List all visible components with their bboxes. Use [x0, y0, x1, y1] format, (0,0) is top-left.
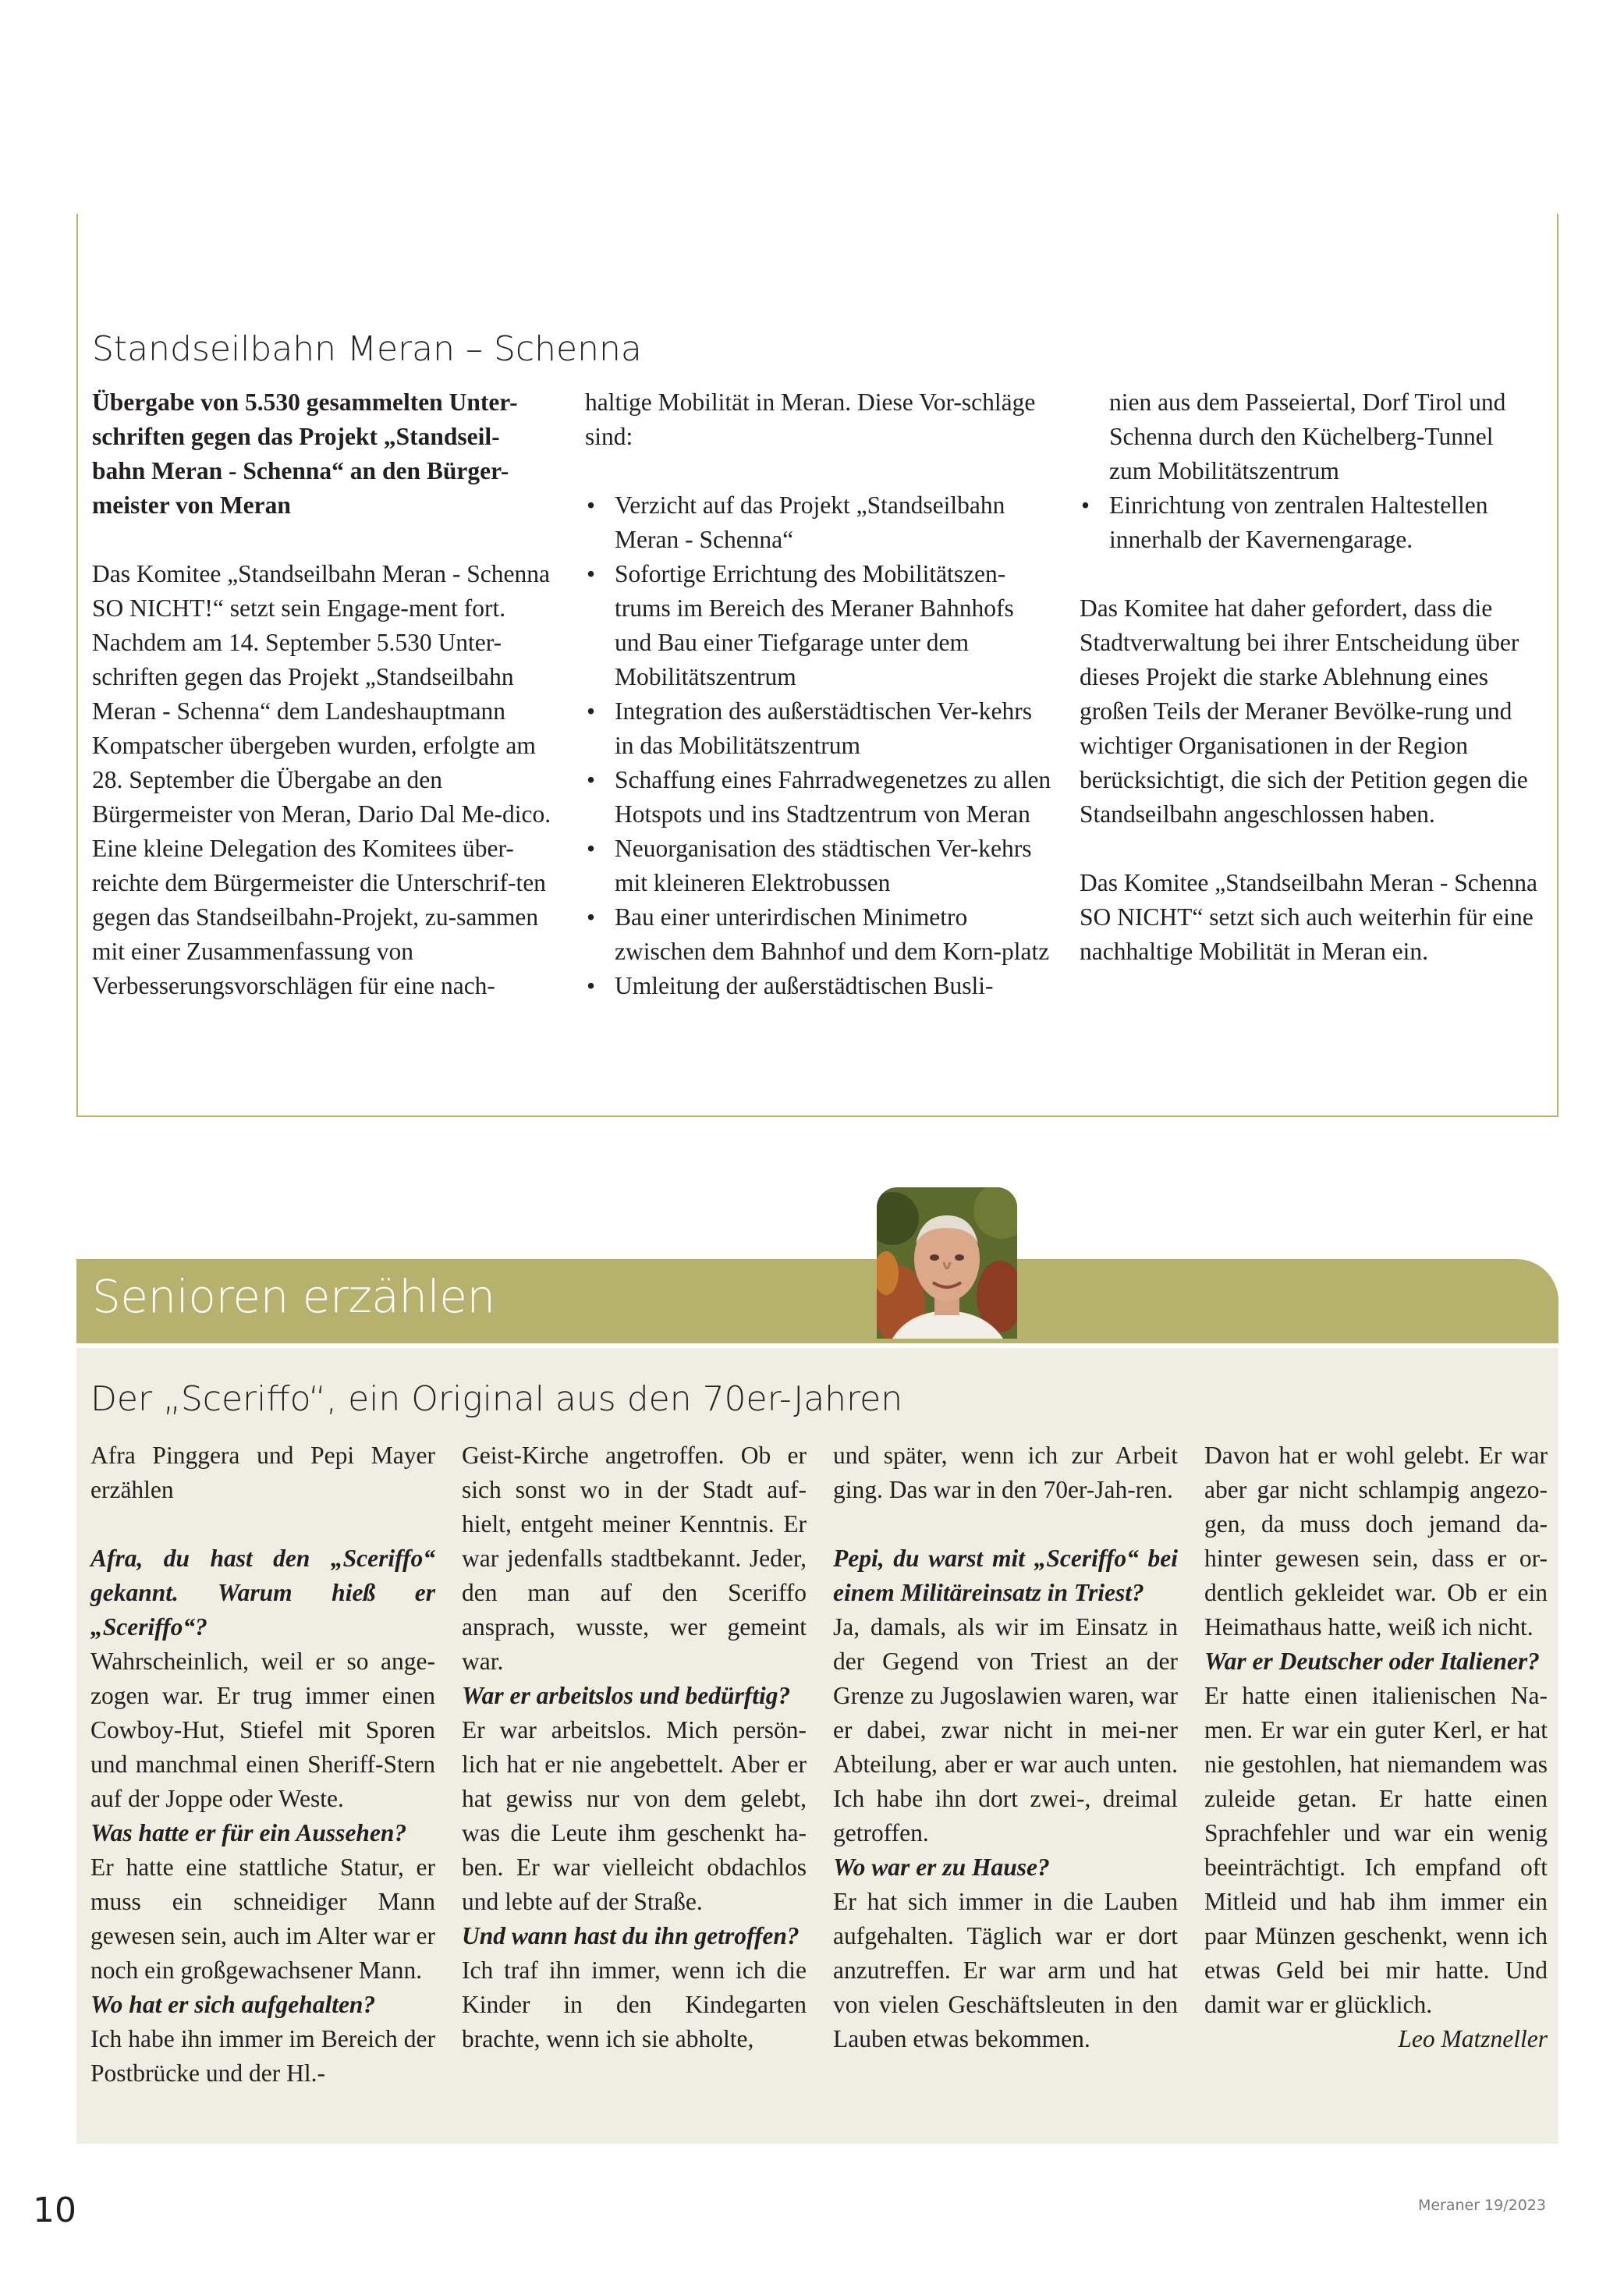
article-box-standseilbahn: [76, 214, 1558, 1117]
issue-label: Meraner 19/2023: [1417, 2197, 1546, 2214]
list-item: • Bau einer unterirdischen Minimetro zwischen dem Bahnhof und dem Korn-platz: [585, 900, 1053, 969]
list-item: • Umleitung der außerstädtischen Busli-: [585, 969, 1053, 1003]
list-item: • Integration des außerstädtischen Ver-kehrs in das Mobilitätszentrum: [585, 694, 1053, 763]
question: Afra, du hast den „Sceriffo“ gekannt. Warum hieß er „Sceriffo“?: [90, 1545, 435, 1641]
list-item: • Sofortige Errichtung des Mobilitätszen-trums im Bereich des Meraner Bahnhofs und Bau einer Tiefgarage unter dem Mobilitätszentrum: [585, 557, 1053, 694]
paragraph: haltige Mobilität in Meran. Diese Vor-schläge sind:: [585, 388, 1036, 450]
answer: Er hatte einen italienischen Na-men. Er war ein guter Kerl, er hat nie gestohlen, hat niemandem was zuleide getan. Er hatte einen Sprachfehler und war ein wenig beeinträchtigt. Ich empfand oft Mitleid und hab ihm immer ein paar Münzen geschenkt, wenn ich etwas Geld bei mir hatte. Und damit war er glücklich.: [1204, 1682, 1548, 2018]
question: Wo hat er sich aufgehalten?: [90, 1991, 376, 2018]
paragraph: Nachdem am 14. September 5.530 Unter-schriften gegen das Projekt „Standseilbahn Meran - Schenna“ dem Landeshauptmann Kompatscher übergeben wurden, erfolgte am 28. September die Übergabe an den Bürgermeister von Meran, Dario Dal Me-dico.: [92, 629, 551, 828]
proposal-list: [585, 488, 1053, 1003]
article-box-sceriffo: [76, 1348, 1558, 2144]
answer: Geist-Kirche angetroffen. Ob er sich sonst wo in der Stadt auf-hielt, entgeht meiner Kenntnis. Er war jedenfalls stadtbekannt. Jeder, den man auf den Sceriffo ansprach, wusste, wer gemeint war.: [462, 1442, 807, 1675]
author-signature: Leo Matzneller: [1398, 2025, 1548, 2052]
question: War er Deutscher oder Italiener?: [1204, 1648, 1540, 1675]
question: Pepi, du warst mit „Sceriffo“ bei einem Militäreinsatz in Triest?: [833, 1545, 1178, 1606]
list-item: • Neuorganisation des städtischen Ver-kehrs mit kleineren Elektrobussen: [585, 832, 1053, 900]
proposal-list-continued: [1080, 385, 1540, 557]
article-column-1: [92, 385, 552, 1003]
list-item: • Schaffung eines Fahrradwegenetzes zu allen Hotspots und ins Stadtzentrum von Meran: [585, 763, 1053, 832]
section-heading: Senioren erzählen: [92, 1270, 495, 1323]
article-column-3: [1080, 385, 1540, 969]
page-number: 10: [33, 2191, 76, 2230]
question: Wo war er zu Hause?: [833, 1854, 1050, 1881]
paragraph: Das Komitee „Standseilbahn Meran - Schenna SO NICHT!“ setzt sein Engage-ment fort.: [92, 560, 550, 622]
answer: Ich traf ihn immer, wenn ich die Kinder in den Kindegarten brachte, wenn ich sie abholte,: [462, 1956, 807, 2052]
paragraph: Das Komitee hat daher gefordert, dass die Stadtverwaltung bei ihrer Entscheidung über dieses Projekt die starke Ablehnung eines großen Teils der Meraner Bevölke-rung und wichtiger Organisationen in der Region berücksichtigt, die sich der Petition gegen die Standseilbahn angeschlossen haben.: [1080, 594, 1528, 828]
article-lead: Übergabe von 5.530 gesammelten Unter-schriften gegen das Projekt „Standseil-bahn Meran - Schenna“ an den Bürger-meister von Meran: [92, 388, 518, 519]
article-column-2: [585, 385, 1053, 1003]
paragraph: Eine kleine Delegation des Komitees über-reichte dem Bürgermeister die Unterschrif-ten gegen das Standseilbahn-Projekt, zu-sammen mit einer Zusammenfassung von Verbesserungsvorschlägen für eine nach-: [92, 835, 546, 999]
answer: Er war arbeitslos. Mich persön-lich hat er nie angebettelt. Aber er hat gewiss nur von dem gelebt, was die Leute ihm geschenkt ha-ben. Er war vielleicht obdachlos und lebte auf der Straße.: [462, 1716, 807, 1915]
interview-column-1: [90, 1438, 435, 2091]
portrait-photo: [877, 1187, 1017, 1339]
article-title: Der „Sceriffo“, ein Original aus den 70er-Jahren: [90, 1379, 903, 1419]
list-item: • Verzicht auf das Projekt „Standseilbahn Meran - Schenna“: [585, 488, 1053, 557]
answer: und später, wenn ich zur Arbeit ging. Das war in den 70er-Jah-ren.: [833, 1442, 1178, 1503]
interview-column-3: [833, 1438, 1178, 2056]
paragraph: Afra Pinggera und Pepi Mayer erzählen: [90, 1442, 435, 1503]
paragraph: Das Komitee „Standseilbahn Meran - Schenna SO NICHT“ setzt sich auch weiterhin für eine nachhaltige Mobilität in Meran ein.: [1080, 869, 1537, 965]
article-title: Standseilbahn Meran – Schenna: [92, 329, 642, 369]
section-header-senioren: [76, 1259, 1558, 1343]
answer: Er hatte eine stattliche Statur, er muss ein schneidiger Mann gewesen sein, auch im Alter war er noch ein großgewachsener Mann.: [90, 1854, 435, 1984]
question: Und wann hast du ihn getroffen?: [462, 1922, 800, 1949]
list-item: • Einrichtung von zentralen Haltestellen innerhalb der Kavernengarage.: [1080, 488, 1540, 557]
answer: Ich habe ihn immer im Bereich der Postbrücke und der Hl.-: [90, 2025, 435, 2087]
interview-column-4: [1204, 1438, 1548, 2056]
answer: Er hat sich immer in die Lauben aufgehalten. Täglich war er dort anzutreffen. Er war arm und hat von vielen Geschäftsleuten in den Lauben etwas bekommen.: [833, 1888, 1178, 2052]
question: War er arbeitslos und bedürftig?: [462, 1682, 791, 1709]
interview-column-2: [462, 1438, 807, 2056]
question: Was hatte er für ein Aussehen?: [90, 1819, 407, 1846]
answer: Wahrscheinlich, weil er so ange-zogen war. Er trug immer einen Cowboy-Hut, Stiefel mit Sporen und manchmal einen Sheriff-Stern auf der Joppe oder Weste.: [90, 1648, 435, 1812]
answer: Davon hat er wohl gelebt. Er war aber gar nicht schlampig angezo-gen, da muss doch jemand da-hinter gewesen sein, dass er or-dentlich gekleidet war. Ob er ein Heimathaus hatte, weiß ich nicht.: [1204, 1442, 1548, 1641]
answer: Ja, damals, als wir im Einsatz in der Gegend von Triest an der Grenze zu Jugoslawien waren, war er dabei, zwar nicht in mei-ner Abteilung, aber er war auch unten. Ich habe ihn dort zwei-, dreimal getroffen.: [833, 1613, 1178, 1846]
list-item: nien aus dem Passeiertal, Dorf Tirol und Schenna durch den Küchelberg-Tunnel zum Mobilitätszentrum: [1109, 388, 1506, 484]
